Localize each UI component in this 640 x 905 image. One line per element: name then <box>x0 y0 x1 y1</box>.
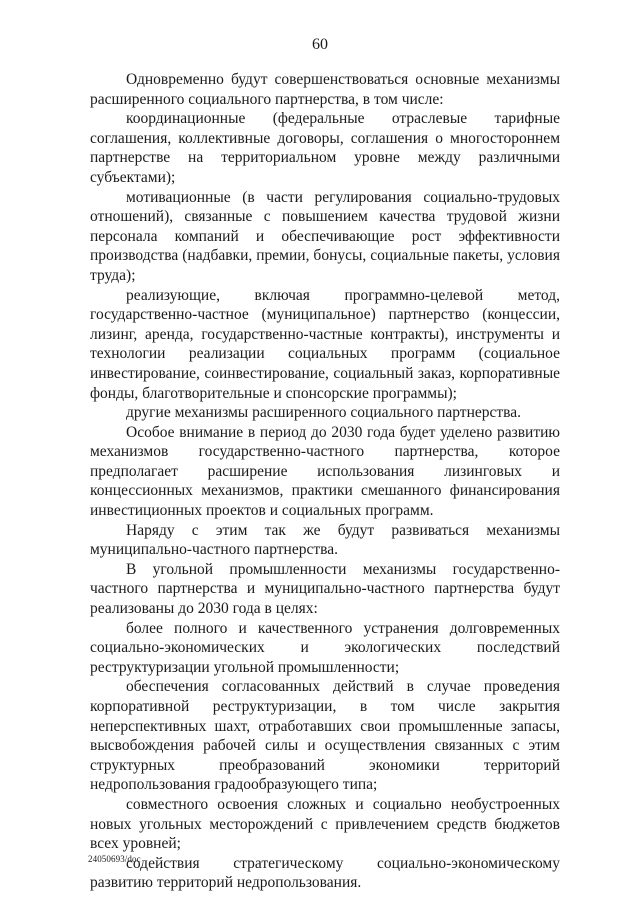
paragraph-coal-industry: В угольной промышленности механизмы государственно-частного партнерства и муниципально-частного партнерства будут реализованы до 2030 года в целях: <box>90 560 560 618</box>
paragraph-municipal: Наряду с этим так же будут развиваться механизмы муниципально-частного партнерства. <box>90 521 560 559</box>
paragraph-other: другие механизмы расширенного социального партнерства. <box>126 404 522 422</box>
paragraph-special-attention: Особое внимание в период до 2030 года будет уделено развитию механизмов государственно-частного партнерства, которое предполагает расширение использования лизинговых и концессионных механизмов, практики смешанного финансирования инвестиционных проектов и социальных программ. <box>90 423 560 520</box>
document-body <box>90 70 560 893</box>
paragraph-motivation: мотивационные (в части регулирования социально-трудовых отношений), связанные с повышением качества трудовой жизни персонала компаний и обеспечивающие рост эффективности производства (надбавки, премии, бонусы, социальные пакеты, условия труда); <box>90 188 560 284</box>
paragraph-implementing: реализующие, включая программно-целевой метод, государственно-частное (муниципальное) партнерство (концессии, лизинг, аренда, государственно-частные контракты), инструменты и технологии реализации социальных программ (социальное инвестирование, соинвестирование, социальный заказ, корпоративные фонды, благотворительные и спонсорские программы); <box>90 286 560 402</box>
paragraph-assistance: содействия стратегическому социально-экономическому развитию территорий недропользования. <box>90 854 560 892</box>
paragraph-elimination: более полного и качественного устранения долговременных социально-экономических и экологических последствий реструктуризации угольной промышленности; <box>90 619 560 676</box>
paragraph-joint-development: совместного освоения сложных и социально необустроенных новых угольных месторождений с привлечением средств бюджетов всех уровней; <box>90 795 560 853</box>
paragraph-intro: Одновременно будут совершенствоваться основные механизмы расширенного социального партнерства, в том числе: <box>90 71 560 108</box>
paragraph-coordination-actions: обеспечения согласованных действий в случае проведения корпоративной реструктуризации, в том числе закрытия неперспективных шахт, отработавших свои промышленные запасы, высвобождения рабочей силы и осуществления связанных с этим структурных преобразований экономики территорий недропользования градообразующего типа; <box>90 678 560 794</box>
paragraph-coordination: координационные (федеральные отраслевые тарифные соглашения, коллективные договоры, соглашения о многостороннем партнерстве на территориальном уровне между различными субъектами); <box>90 110 560 186</box>
document-footer-id: 24050693/doc <box>88 854 141 864</box>
page-number: 60 <box>312 36 328 53</box>
